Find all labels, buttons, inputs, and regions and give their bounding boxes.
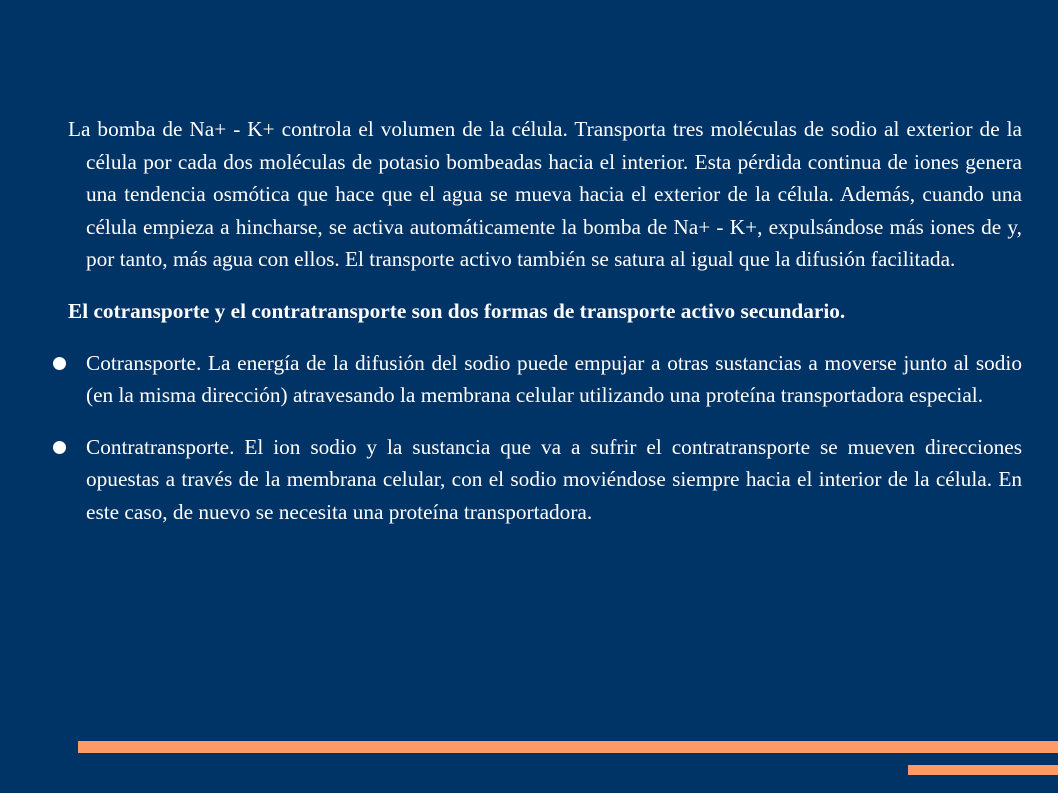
decorative-bar-bottom <box>908 765 1058 775</box>
bullet-dot-icon <box>53 441 66 454</box>
paragraph-secondary-active-transport: El cotransporte y el contratransporte son dos formas de transporte activo secundario. <box>68 298 846 323</box>
bullet-dot-icon <box>53 357 66 370</box>
paragraph-sodium-potassium-pump: La bomba de Na+ - K+ controla el volumen de la célula. Transporta tres moléculas de sodio al exterior de la célula por cada dos moléculas de potasio bombeadas hacia el interior. Esta pérdida continua de iones genera una tendencia osmótica que hace que el agua se mueva hacia el exterior de la célula. Además, cuando una célula empieza a hincharse, se activa automáticamente la bomba de Na+ - K+, expulsándose más iones de y, por tanto, más agua con ellos. El transporte activo también se satura al igual que la difusión facilitada. <box>68 117 1022 272</box>
bullet-item-countertransport <box>50 431 1022 529</box>
bullet-text: Cotransporte. La energía de la difusión del sodio puede empujar a otras sustancias a moverse junto al sodio (en la misma dirección) atravesando la membrana celular utilizando una proteína transportadora especial. <box>86 350 1022 408</box>
bullet-text: Contratransporte. El ion sodio y la sustancia que va a sufrir el contratransporte se mueven direcciones opuestas a través de la membrana celular, con el sodio moviéndose siempre hacia el interior de la célula. En este caso, de nuevo se necesita una proteína transportadora. <box>86 434 1022 524</box>
decorative-bar-top <box>78 741 1058 753</box>
bullet-item-cotransport <box>50 347 1022 412</box>
slide-content <box>50 113 1022 548</box>
